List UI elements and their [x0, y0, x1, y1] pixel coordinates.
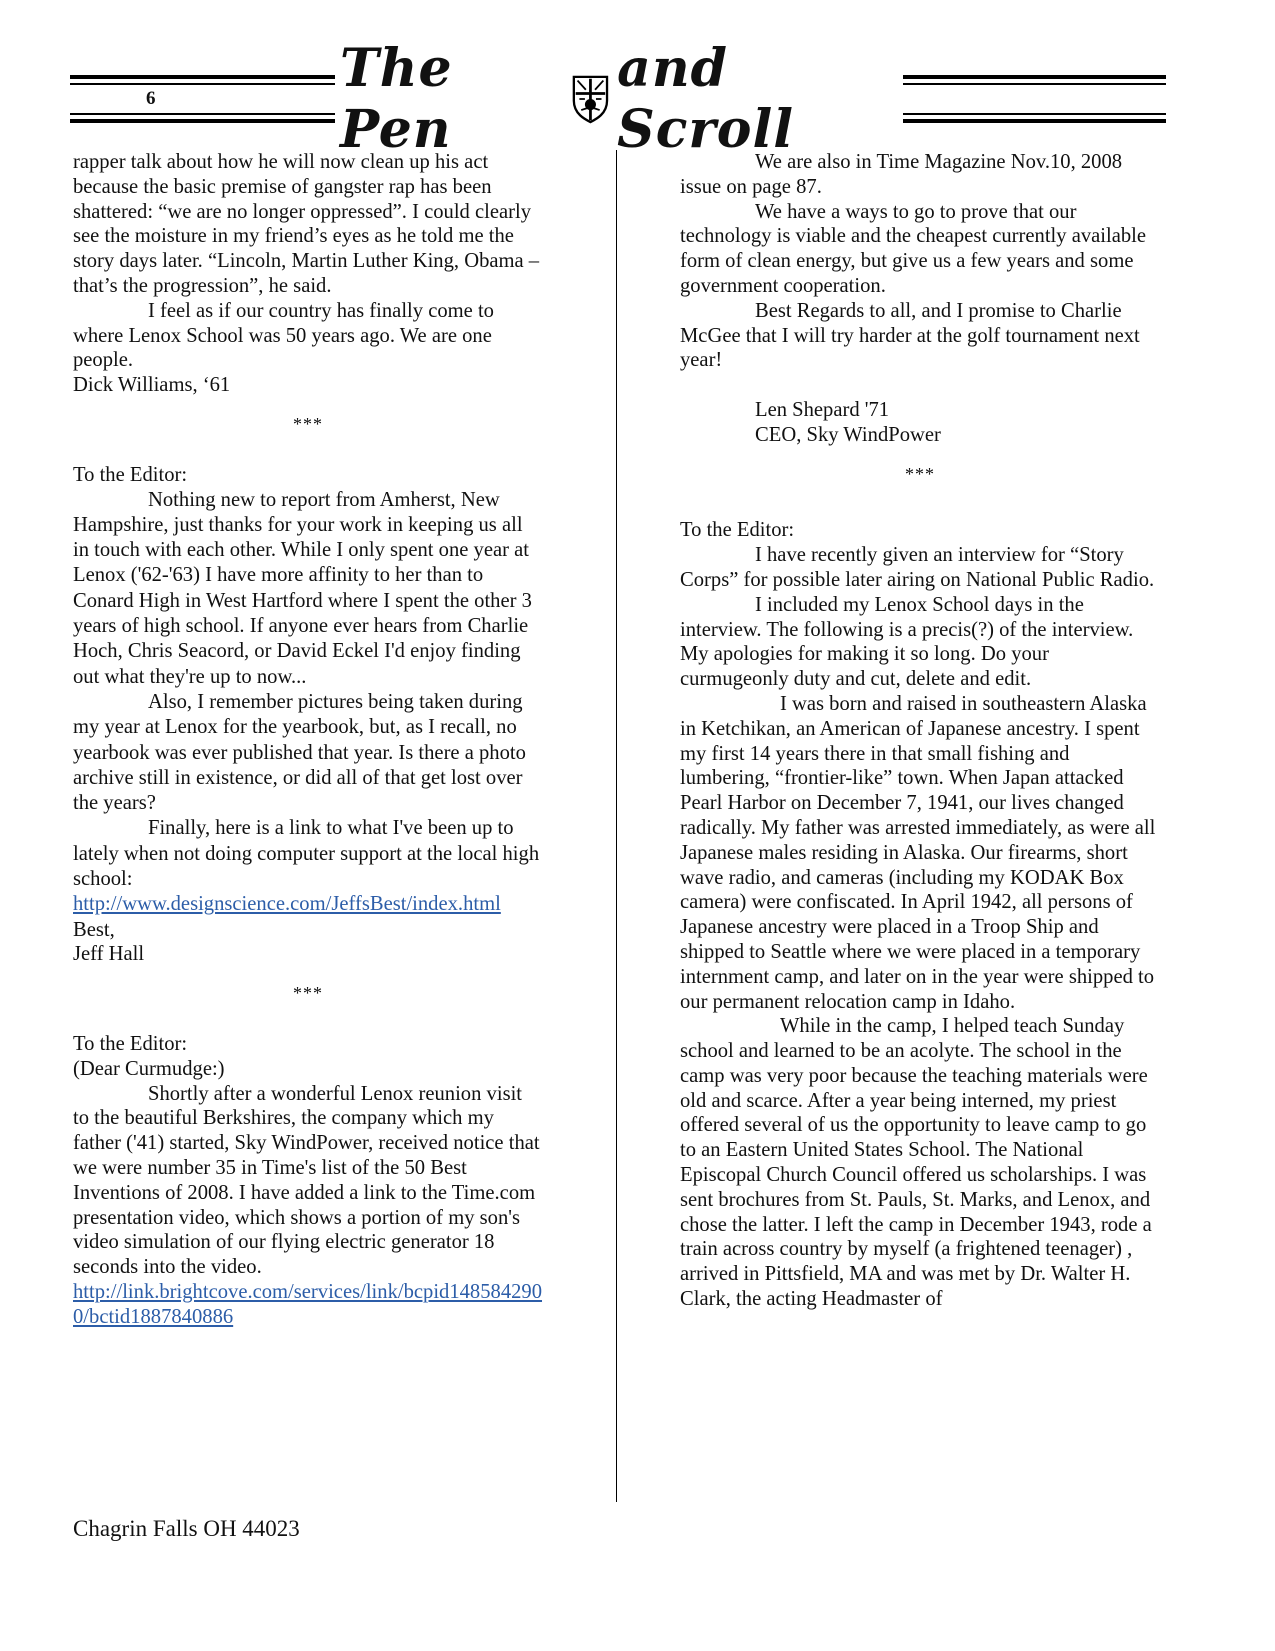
masthead-rules-left [70, 75, 335, 127]
letter-salutation: To the Editor: [73, 1033, 188, 1055]
signature: Len Shepard '71 [755, 398, 890, 421]
paragraph: We are also in Time Magazine Nov.10, 2008 issue on page 87. [680, 151, 1123, 198]
website-link[interactable]: http://www.designscience.com/JeffsBest/index.html [73, 893, 501, 916]
masthead-rules-right [903, 75, 1166, 127]
paragraph: Best Regards to all, and I promise to Charlie McGee that I will try harder at the golf tournament next year! [680, 299, 1140, 372]
paragraph: Finally, here is a link to what I've been up to lately when not doing computer support at the local high school: [73, 817, 540, 891]
paragraph: While in the camp, I helped teach Sunday school and learned to be an acolyte. The school in the camp was very poor because the teaching materials were old and scarce. After a year being interned, my priest offered several of us the opportunity to leave camp to go to an Eastern United States School. The National Episcopal Church Council offered us scholarships. I was sent brochures from St. Pauls, St. Marks, and Lenox, and chose the latter. I left the camp in December 1943, rode a train across country by myself (a frightened teenager) , arrived in Pittsfield, MA and was met by Dr. Walter H. Clark, the acting Headmaster of [680, 1015, 1152, 1311]
letter-closing: Best, [73, 918, 115, 941]
paragraph: Also, I remember pictures being taken during my year at Lenox for the yearbook, but, as I recall, no yearbook was ever published that year. Is there a photo archive still in existence, or did all of that get lost over the years? [73, 690, 526, 815]
video-link[interactable]: http://link.brightcove.com/services/link/bcpid1485842900/bctid1887840886 [73, 1280, 543, 1328]
masthead [0, 38, 1275, 160]
section-separator: *** [905, 463, 935, 484]
shield-crest-icon [572, 73, 609, 125]
right-column [680, 150, 1160, 1312]
letter-salutation: (Dear Curmudge:) [73, 1057, 225, 1080]
paragraph: I feel as if our country has finally come to where Lenox School was 50 years ago. We are one people. [73, 299, 494, 372]
signature: Dick Williams, ‘61 [73, 374, 231, 397]
paragraph: We have a ways to go to prove that our technology is viable and the cheapest currently available form of clean energy, but give us a few years and some government cooperation. [680, 200, 1147, 297]
signature-title: CEO, Sky WindPower [755, 423, 941, 446]
left-column [73, 150, 543, 1330]
paragraph: Shortly after a wonderful Lenox reunion visit to the beautiful Berkshires, the company which my father ('41) started, Sky WindPower, received notice that we were number 35 in Time's list of the 50 Best Inventions of 2008. I have added a link to the Time.com presentation video, which shows a portion of my son's video simulation of our flying electric generator 18 seconds into the video. [73, 1082, 540, 1279]
section-separator: *** [293, 413, 323, 434]
column-divider [616, 150, 617, 1502]
footer-address: Chagrin Falls OH 44023 [73, 1516, 300, 1541]
paragraph: I included my Lenox School days in the interview. The following is a precis(?) of the interview. My apologies for making it so long. Do your curmugeonly duty and cut, delete and edit. [680, 593, 1134, 691]
letter-salutation: To the Editor: [73, 463, 188, 486]
signature: Jeff Hall [73, 943, 145, 966]
title-part-1: The Pen [340, 38, 453, 160]
section-separator: *** [293, 983, 323, 1004]
title-part-2: and Scroll [617, 38, 794, 160]
paragraph: I was born and raised in southeastern Alaska in Ketchikan, an American of Japanese ancestry. I spent my first 14 years there in that small fishing and lumbering, “frontier-like” town. When Japan attacked Pearl Harbor on December 7, 1941, our lives changed radically. My father was arrested immediately, as were all Japanese males residing in Alaska. Our firearms, short wave radio, and cameras (including my KODAK Box camera) were confiscated. In April 1942, all persons of Japanese ancestry were placed in a Troop Ship and shipped to Seattle where we were placed in a temporary internment camp, and later on in the year were shipped to our permanent relocation camp in Idaho. [680, 692, 1156, 1013]
paragraph: rapper talk about how he will now clean up his act because the basic premise of gangster rap has been shattered: “we are no longer oppressed”. I could clearly see the moisture in my friend’s eyes as he told me the story days later. “Lincoln, Martin Luther King, Obama – that’s the progression”, he said. [73, 151, 540, 297]
letter-salutation: To the Editor: [680, 519, 795, 542]
page-number: 6 [146, 88, 156, 109]
newsletter-title [340, 38, 900, 160]
paragraph: I have recently given an interview for “Story Corps” for possible later airing on National Public Radio. [680, 544, 1155, 591]
paragraph: Nothing new to report from Amherst, New Hampshire, just thanks for your work in keeping us all in touch with each other. While I only spent one year at Lenox ('62-'63) I have more affinity to her than to Conard High in West Hartford where I spent the other 3 years of high school. If anyone ever hears from Charlie Hoch, Chris Seacord, or David Eckel I'd enjoy finding out what they're up to now... [73, 488, 532, 688]
